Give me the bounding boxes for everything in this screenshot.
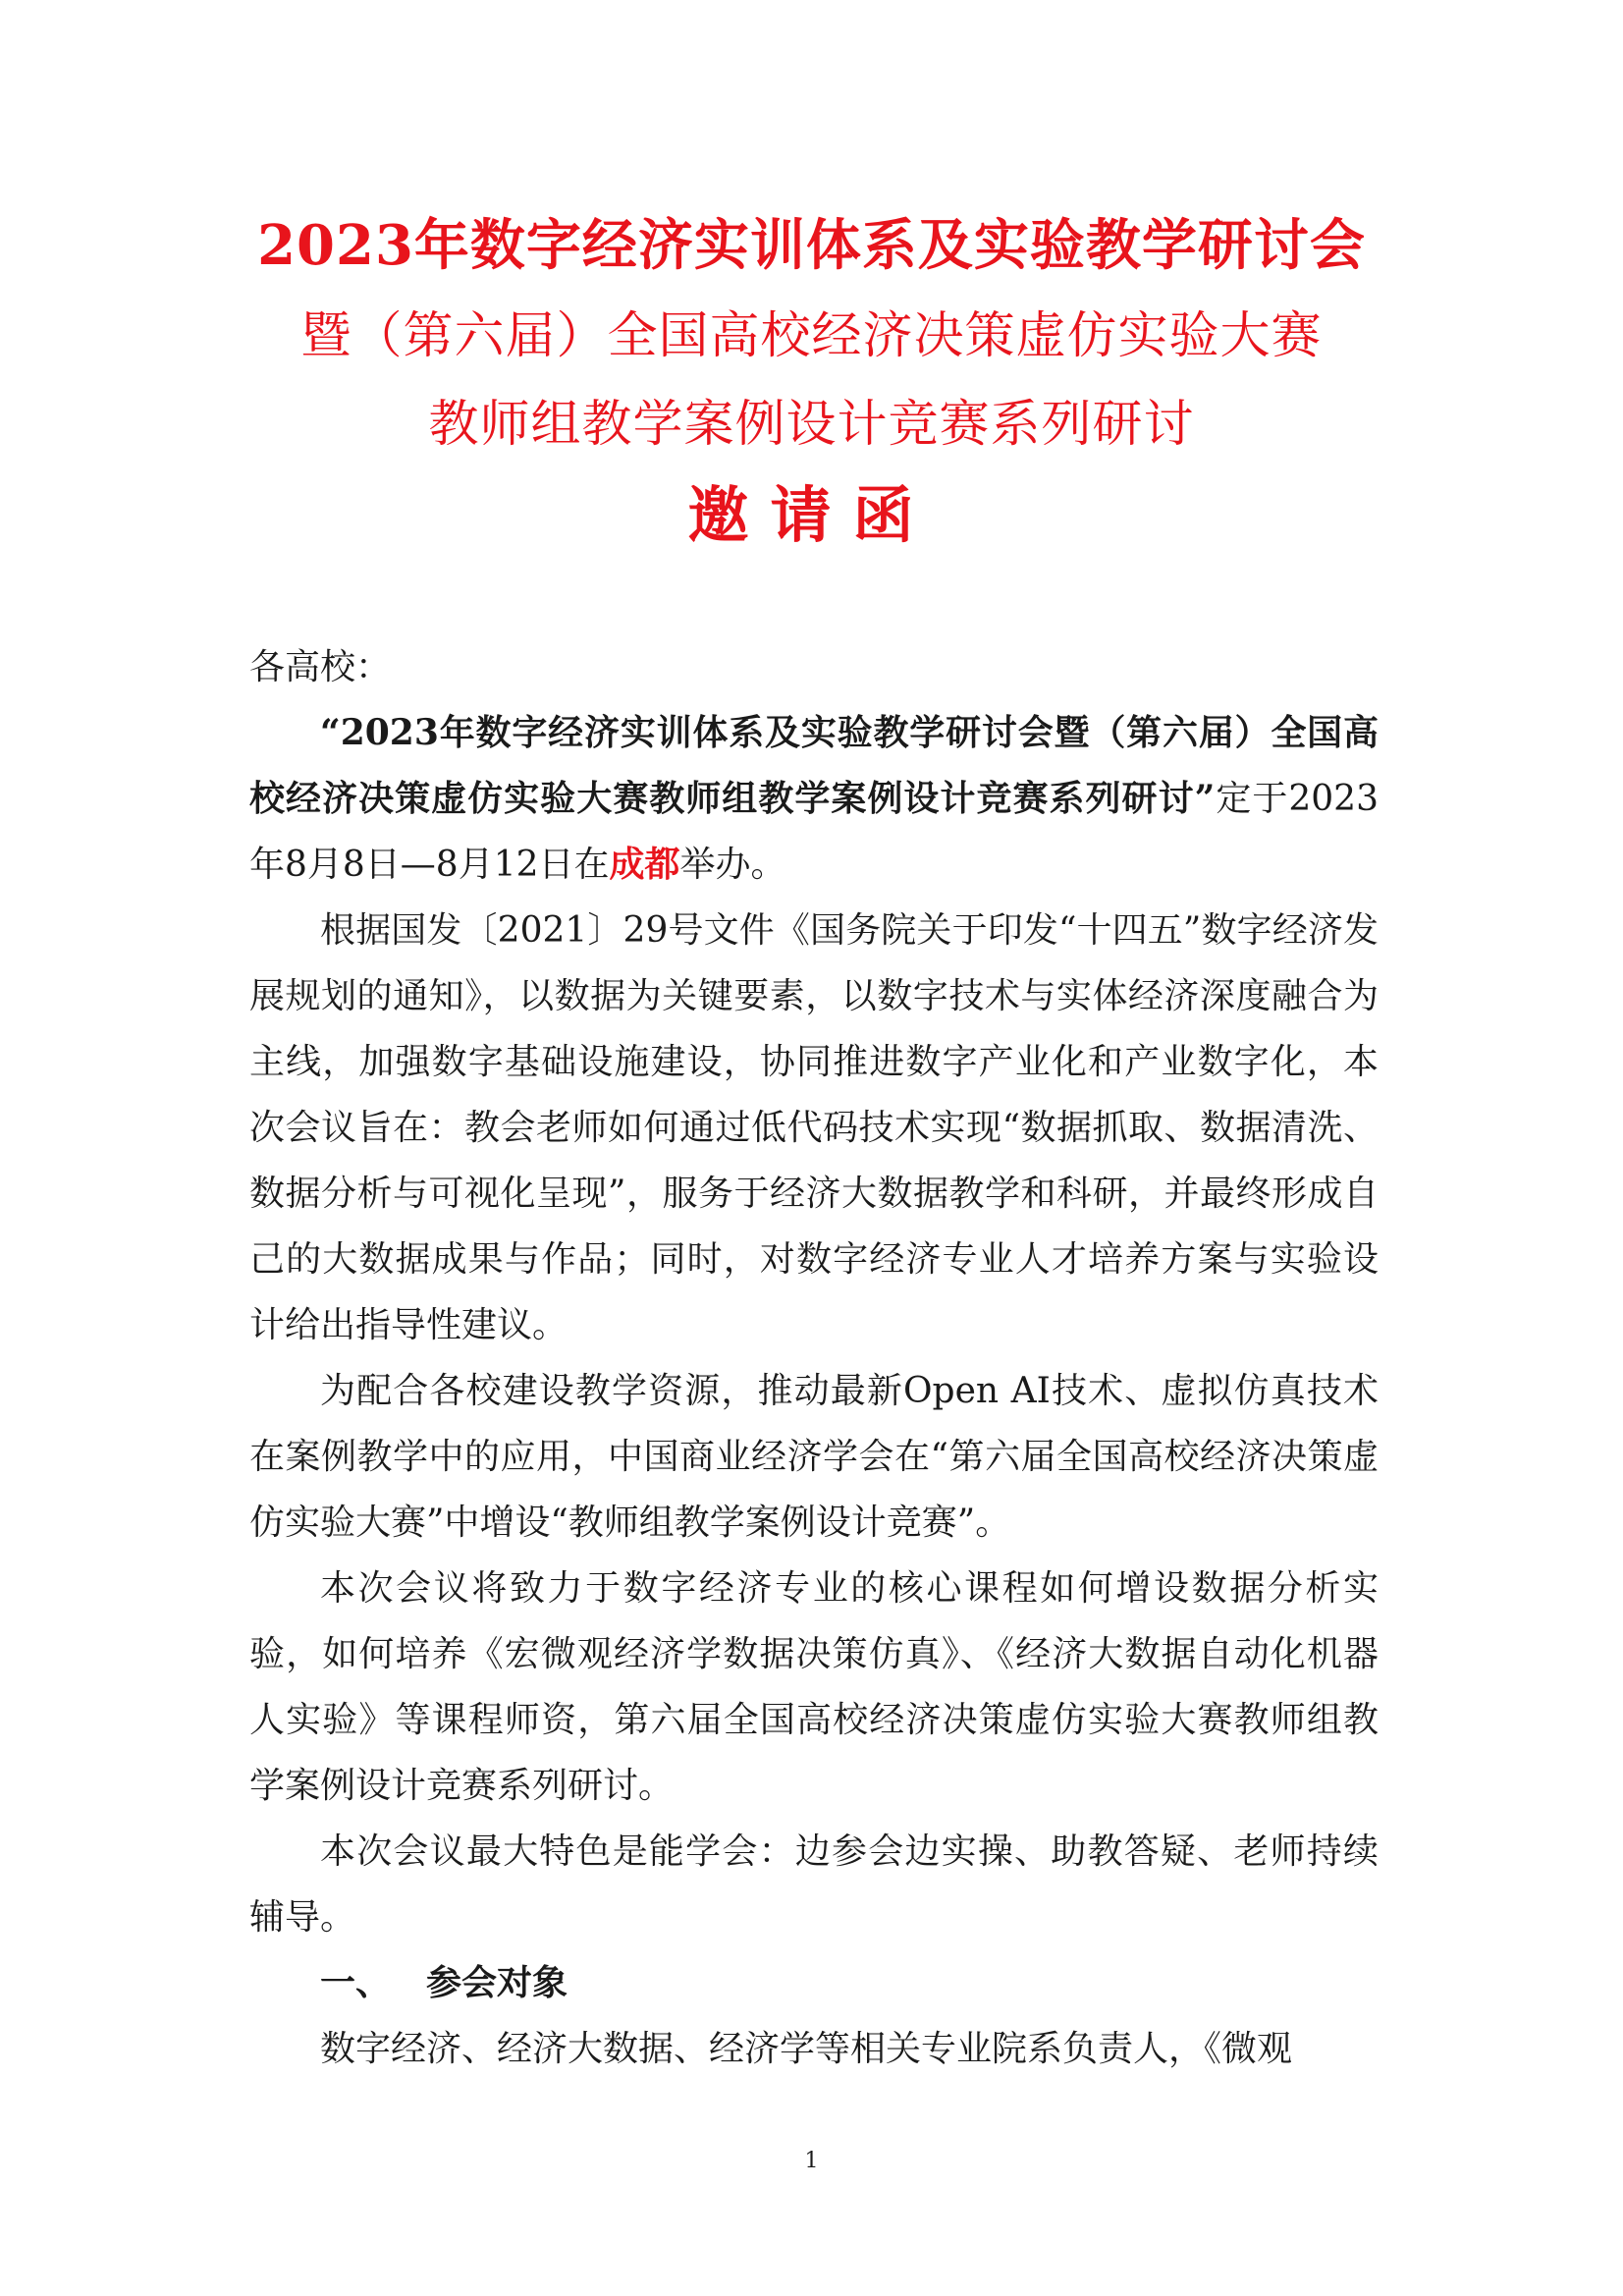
event-end-text: 举办。: [679, 845, 786, 885]
event-date-text: 定于2023年8月8日—8月12日在: [249, 779, 1379, 885]
section-1-number: 一、: [320, 1962, 392, 2003]
section-1-title: 参会对象: [426, 1962, 568, 2003]
paragraph-4: 本次会议将致力于数字经济专业的核心课程如何增设数据分析实验，如何培养《宏微观经济学数据决策仿真》、《经济大数据自动化机器人实验》等课程师资，第六届全国高校经济决策虚仿实验大赛教师组教学案例设计竞赛系列研讨。: [249, 1568, 1379, 1806]
title-line-2: 暨（第六届）全国高校经济决策虚仿实验大赛: [300, 307, 1323, 365]
paragraph-3: 为配合各校建设教学资源，推动最新Open AI技术、虚拟仿真技术在案例教学中的应用，中国商业经济学会在“第六届全国高校经济决策虚仿实验大赛”中增设“教师组教学案例设计竞赛”。: [249, 1371, 1379, 1543]
section-1-heading: [249, 1950, 1379, 2016]
event-name: “2023年数字经济实训体系及实验教学研讨会暨（第六届）全国高校经济决策虚仿实验大赛教师组教学案例设计竞赛系列研讨”: [249, 712, 1379, 819]
page-number: 1: [804, 2149, 819, 2173]
paragraph-6: 数字经济、经济大数据、经济学等相关专业院系负责人，《微观: [320, 2029, 1293, 2069]
title-line-3: 教师组教学案例设计竞赛系列研讨: [428, 396, 1195, 454]
paragraph-2: 根据国发〔2021〕29号文件《国务院关于印发“十四五”数字经济发展规划的通知》，以数据为关键要素，以数字技术与实体经济深度融合为主线，加强数字基础设施建设，协同推进数字产业化和产业数字化，本次会议旨在：教会老师如何通过低代码技术实现“数据抓取、数据清洗、数据分析与可视化呈现”，服务于经济大数据教学和科研，并最终形成自己的大数据成果与作品；同时，对数字经济专业人才培养方案与实验设计给出指导性建议。: [249, 910, 1379, 1345]
title-line-1: 2023年数字经济实训体系及实验教学研讨会: [257, 213, 1366, 278]
salutation: 各高校：: [249, 647, 392, 687]
letter-body: [249, 634, 1379, 2082]
paragraph-5: 本次会议最大特色是能学会：边参会边实操、助教答疑、老师持续辅导。: [249, 1831, 1379, 1938]
document-type-heading: 邀请函: [687, 479, 936, 551]
paragraph-1: [249, 700, 1379, 898]
event-city: 成都: [609, 844, 680, 885]
